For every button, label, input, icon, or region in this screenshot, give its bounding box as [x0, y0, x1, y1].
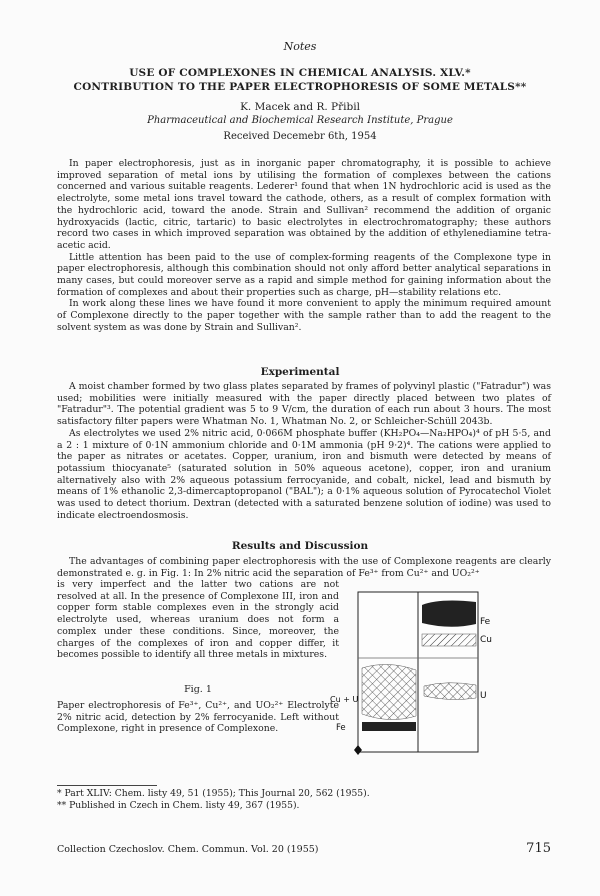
received-date: Received Decemebr 6th, 1954: [223, 131, 377, 142]
right-u-spot: [424, 683, 476, 700]
footnote-2: ** Published in Czech in Chem. listy 49, 367 (1955).: [57, 799, 300, 811]
experimental-paragraph-2: As electrolytes we used 2% nitric acid, 0·066M phosphate buffer (KH₂PO₄—Na₂HPO₄)⁴ of pH 5·5, and a 2 : 1 mixture of 0·1N ammonium chloride and 0·1M ammonia (pH 9·2)⁴. The cations were applied to the paper as nitrates or acetates. Copper, uranium, iron and bismuth were detected by means of potassium thiocyanate⁵ (saturated solution in 50% aqueous acetone), copper, iron and uranium alternatively also with 2% aqueous potassium ferrocyanide, and cobalt, nickel, lead and bismuth by means of 1% ethanolic 2,3-dimercaptopropanol ("BAL"); a 0·1% aqueous solution of Pyrocatechol Violet was used to detect thorium. Dextran (detected with a saturated benzene solution of iodine) was used to indicate electroendosmosis.: [57, 427, 551, 521]
intro-paragraph-2: Little attention has been paid to the use of complex-forming reagents of the Complexone type in paper electrophoresis, although this combination should not only afford better analytical separations in many cases, but could moreover serve as a rapid and simple method for gaining information about the formation of complexes and about their properties such as charge, pH—stability relations etc.: [57, 251, 551, 298]
results-intro: [57, 556, 551, 579]
label-fe-left: Fe: [336, 723, 346, 733]
label-cu-right: Cu: [480, 635, 492, 645]
results-text-left: [57, 579, 339, 661]
right-fe-spot: [422, 601, 476, 627]
footnotes: [57, 788, 557, 811]
label-u-right: U: [480, 691, 487, 701]
left-cu-u-spot: [362, 664, 416, 719]
intro-paragraph-3: In work along these lines we have found it more convenient to apply the minimum required amount of Complexone directly to the paper together with the sample rather than to add the reagent to the solvent system as was done by Strain and Sullivan².: [57, 298, 551, 333]
affiliation: Pharmaceutical and Biochemical Research Institute, Prague: [147, 115, 453, 126]
figure-label: Fig. 1: [184, 684, 212, 695]
results-paragraph-left: is very imperfect and the latter two cations are not resolved at all. In the presence of Complexone III, iron and copper form stable complexes even in the strongly acid electrolyte used, whereas uranium does not form a complex under these conditions. Since, moreover, the charges of the complexes of iron and copper differ, it becomes possible to identify all three metals in mixtures.: [57, 579, 339, 661]
left-fe-spot: [362, 722, 416, 731]
journal-name: Collection Czechoslov. Chem. Commun. Vol. 20 (1955): [57, 844, 319, 855]
footnote-1: * Part XLIV: Chem. listy 49, 51 (1955); This Journal 20, 562 (1955).: [57, 788, 370, 799]
label-fe-right: Fe: [480, 617, 491, 627]
electrophoresis-figure: [330, 590, 560, 770]
title-line-1: USE OF COMPLEXONES IN CHEMICAL ANALYSIS. XLV.*: [129, 67, 471, 79]
label-cu-u-left: Cu + U: [330, 695, 359, 704]
results-paragraph-full: The advantages of combining paper electrophoresis with the use of Complexone reagents are clearly demonstrated e. g. in Fig. 1: In 2% nitric acid the separation of Fe³⁺ from Cu²⁺ and UO₂²⁺: [57, 556, 551, 579]
results-heading: Results and Discussion: [231, 540, 369, 552]
title-line-2: CONTRIBUTION TO THE PAPER ELECTROPHORESIS OF SOME METALS**: [73, 81, 527, 93]
intro-paragraph-1: In paper electrophoresis, just as in inorganic paper chromatography, it is possible to achieve improved separation of metal ions by utilising the formation of complexes between the cations concerned and various suitable reagents. Lederer¹ found that when 1N hydrochloric acid is used as the electrolyte, some metal ions travel toward the cathode, others, as a result of complex formation with the hydrochloric acid, toward the anode. Strain and Sullivan² recommend the addition of organic hydroxyacids (lactic, citric, tartaric) to basic electrolytes in electrochromatography; these authors record two cases in which improved separation was obtained by the addition of ethylenediamine tetra-acetic acid.: [57, 158, 551, 251]
article-title: [40, 66, 560, 94]
experimental-heading: Experimental: [260, 366, 340, 378]
right-cu-spot: [422, 634, 476, 646]
authors: K. Macek and R. Přibil: [240, 101, 360, 113]
page-number: 715: [526, 841, 551, 856]
experimental-paragraph-1: A moist chamber formed by two glass plates separated by frames of polyvinyl plastic ("Fatradur") was used; mobilities were initially measured with the paper directly placed between two plates of "Fatradur"³. The potential gradient was 5 to 9 V/cm, the duration of each run about 3 hours. The most satisfactory filter papers were Whatman No. 1, Whatman No. 2, or Schleicher-Schüll 2043b.: [57, 381, 551, 428]
running-head: Notes: [283, 40, 317, 53]
figure-caption: Paper electrophoresis of Fe³⁺, Cu²⁺, and UO₂²⁺ Electrolyte 2% nitric acid, detection by 2% ferrocyanide. Left without Complexone, right in presence of Complexone.: [57, 700, 339, 735]
page-footer: [57, 841, 551, 856]
footnote-rule: [57, 785, 157, 786]
intro-section: [57, 158, 551, 334]
experimental-section: [57, 381, 551, 521]
